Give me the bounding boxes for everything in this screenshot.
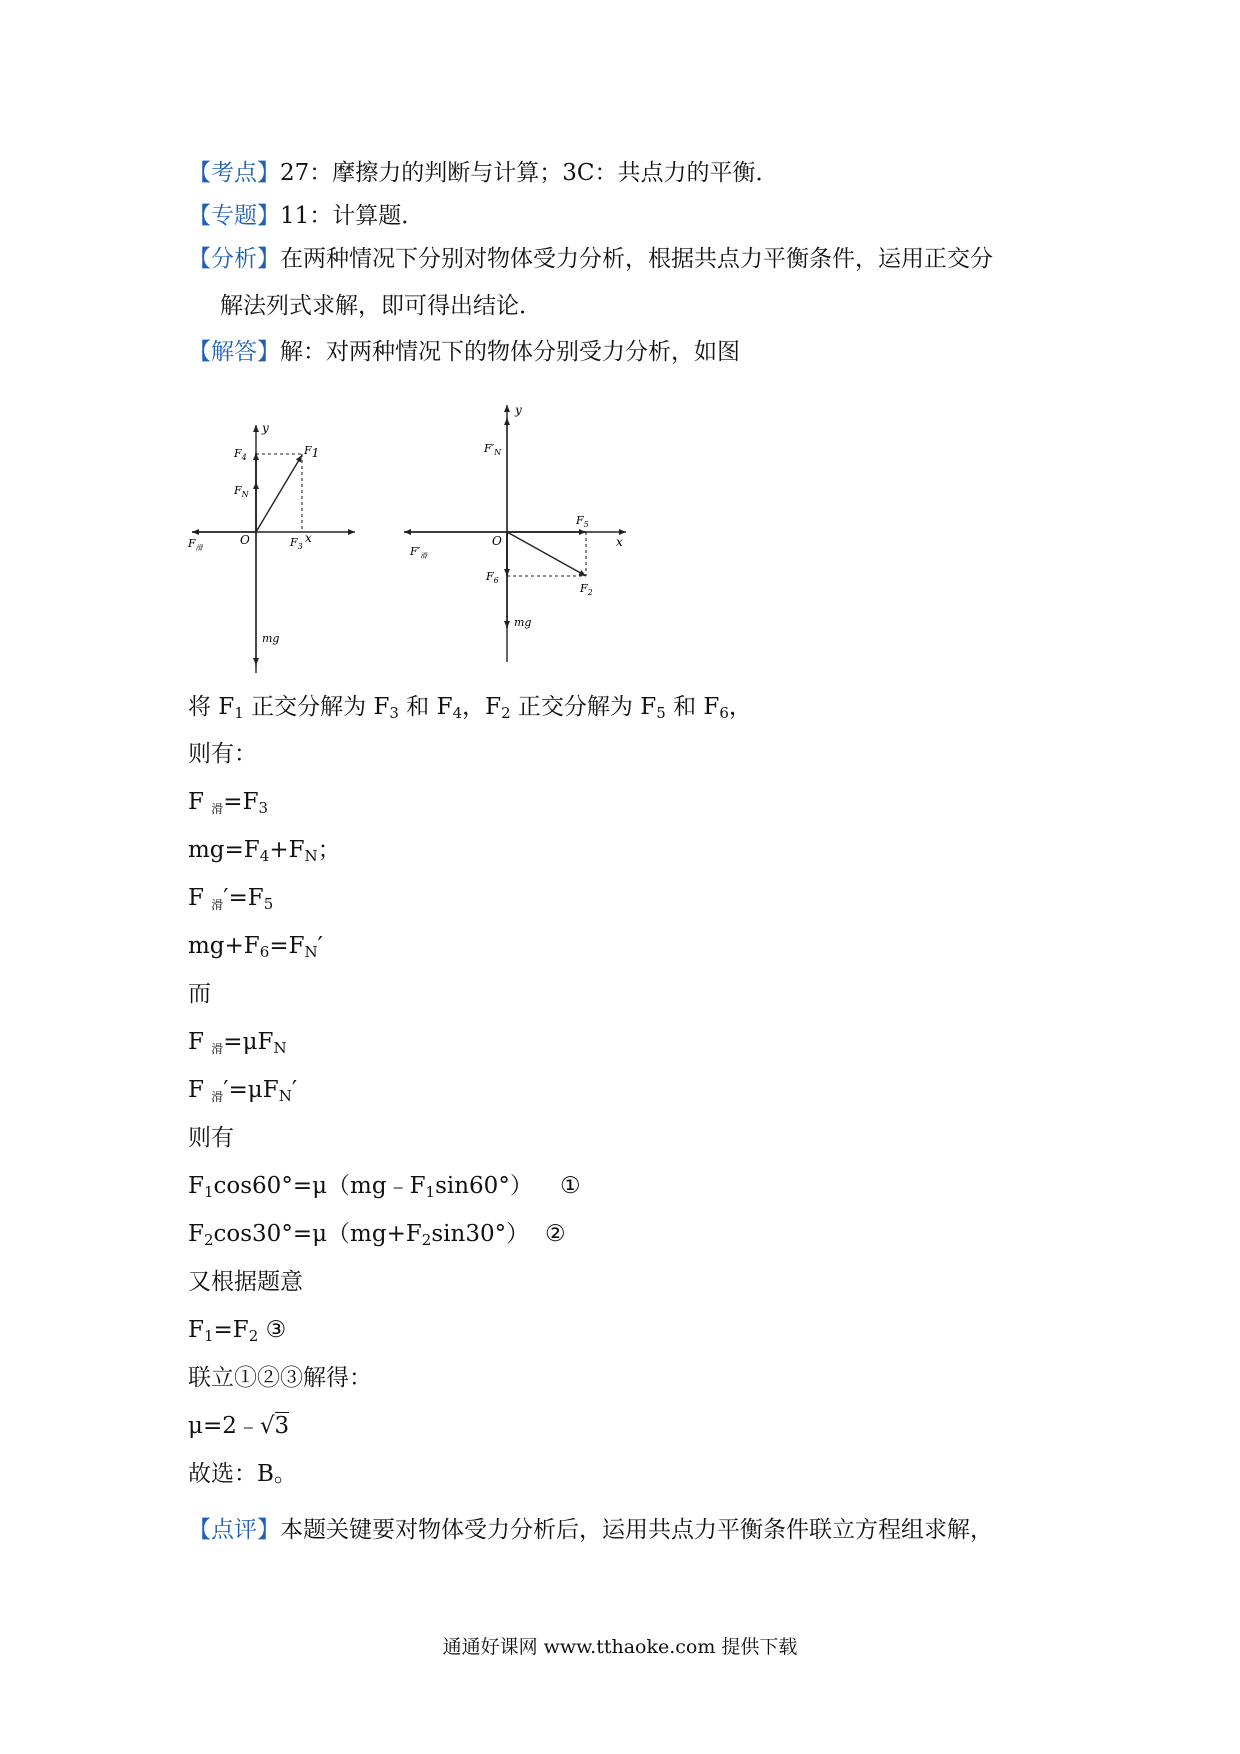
decomposition-line: 将 $F_1$ 正交分解为 $F_3$ 和 $F_4$，$F_2$ 正交分解为 $F_5$ 和 $F_6$， xyxy=(188,694,752,722)
fenxi-line xyxy=(188,244,993,274)
f3-label: $F_3$ xyxy=(290,536,303,551)
equation-3: F $_滑'=F_5$ xyxy=(188,885,274,913)
equation-6: F $_滑'=\mu F_N'$ xyxy=(188,1077,298,1105)
x-axis-label: x xyxy=(305,531,312,545)
force-diagram-2 xyxy=(398,400,638,665)
equation-7: $F_1\cos 60^\circ=\mu(mg﹣F_1\sin 60^\circ)$ xyxy=(188,1173,533,1201)
equation-8: $F_2\cos 30^\circ=\mu(mg+F_2\sin 30^\circ)$ xyxy=(188,1221,530,1249)
f1-label: F1 xyxy=(304,444,320,460)
zhuanti-line xyxy=(188,201,424,231)
fenxi-text2: 解法列式求解，即可得出结论． xyxy=(220,293,542,319)
origin-label: O xyxy=(240,533,250,547)
equation-2: $mg=F_4+F_N$； xyxy=(188,837,341,865)
equation-7-number: ① xyxy=(560,1173,581,1199)
fn-label: $F_N$ xyxy=(234,484,249,499)
equation-9: $F_1=F_2$ ③ xyxy=(188,1317,287,1345)
f2-arrow xyxy=(507,532,586,576)
sqrt-radicand: 3 xyxy=(274,1413,290,1439)
equation-5: F $_滑=\mu F_N$ xyxy=(188,1029,287,1057)
equation-8-number: ② xyxy=(545,1221,566,1247)
f5-label: $F_5$ xyxy=(576,514,589,529)
kaodian-line xyxy=(188,158,779,188)
footer-watermark: 通通好课网 www.tthaoke.com 提供下载 xyxy=(442,1636,798,1658)
y-label: y xyxy=(515,403,522,417)
fenxi-text1: 在两种情况下分别对物体受力分析，根据共点力平衡条件，运用正交分 xyxy=(280,246,993,272)
y-label: y xyxy=(262,421,269,435)
kaodian-tag: 【考点】 xyxy=(188,160,280,186)
f6-label: $F_6$ xyxy=(486,570,499,585)
zhuanti-text: 11：计算题． xyxy=(280,203,425,229)
lian-li: 联立①②③解得： xyxy=(188,1365,372,1391)
gu-xuan: 故选：B。 xyxy=(188,1461,297,1487)
fenxi-line2 xyxy=(220,291,542,321)
er-line: 而 xyxy=(188,981,211,1007)
mg-label: mg xyxy=(514,616,532,629)
dianping-text: 本题关键要对物体受力分析后，运用共点力平衡条件联立方程组求解， xyxy=(280,1517,993,1543)
mg-label: mg xyxy=(262,632,280,645)
force-diagram-1 xyxy=(180,420,380,675)
sqrt-symbol: √ xyxy=(259,1413,275,1439)
ze-you-1: 则有： xyxy=(188,741,257,767)
dianping-line xyxy=(188,1515,993,1545)
you-gen-ju: 又根据题意 xyxy=(188,1269,303,1295)
jieda-text: 解：对两种情况下的物体分别受力分析，如图 xyxy=(280,339,740,365)
ff-label: $F'_滑$ xyxy=(410,545,428,560)
kaodian-text: 27：摩擦力的判断与计算；3C：共点力的平衡． xyxy=(280,160,779,186)
fn-label: $F'_N$ xyxy=(484,442,502,457)
fenxi-tag: 【分析】 xyxy=(188,246,280,272)
jieda-tag: 【解答】 xyxy=(188,339,280,365)
equation-4: $mg+F_6=F_N'$ xyxy=(188,933,323,961)
ze-you-2: 则有 xyxy=(188,1125,234,1151)
f1-arrow xyxy=(256,455,302,532)
origin-label: O xyxy=(492,534,502,548)
zhuanti-tag: 【专题】 xyxy=(188,203,280,229)
equation-1: F $_滑=F_3$ xyxy=(188,789,269,817)
dianping-tag: 【点评】 xyxy=(188,1517,280,1543)
jieda-line xyxy=(188,337,740,367)
f2-label: $F_2$ xyxy=(580,582,593,597)
x-label: x xyxy=(616,535,623,549)
ff-label: $F_滑$ xyxy=(188,537,203,552)
f4-label: $F_4$ xyxy=(234,447,247,462)
result-line: μ=2﹣√3 xyxy=(188,1413,290,1439)
